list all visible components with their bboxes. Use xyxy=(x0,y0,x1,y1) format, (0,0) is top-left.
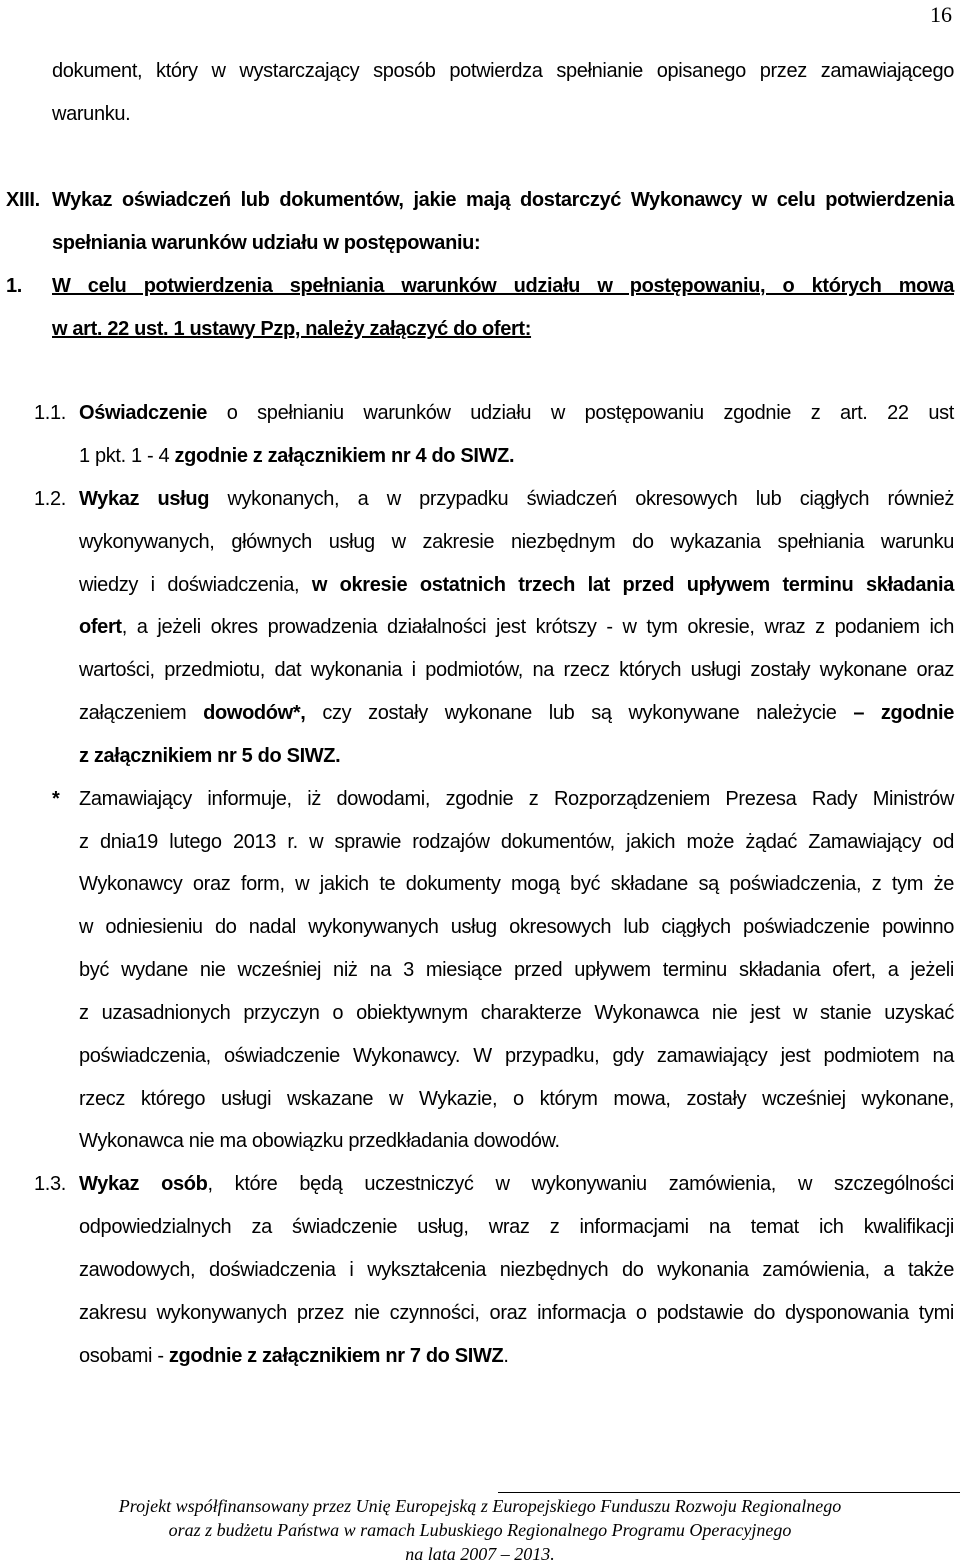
footer-line: oraz z budżetu Państwa w ramach Lubuskiego Regionalnego Programu Operacyjnego xyxy=(168,1520,792,1540)
footnote-star: * xyxy=(52,788,60,810)
footnote-line: poświadczenia, oświadczenie Wykonawcy. W przypadku, gdy zamawiający jest podmiotem na xyxy=(79,1045,954,1067)
intro-line: warunku. xyxy=(52,103,131,125)
footnote-line: z dnia19 lutego 2013 r. w sprawie rodzajów dokumentów, jakich może żądać Zamawiający od xyxy=(79,831,954,853)
paragraph-line: ofert, a jeżeli okres prowadzenia działalności jest krótszy - w tym okresie, wraz z podaniem ich xyxy=(79,616,954,638)
page-footer xyxy=(0,1494,960,1566)
footnote-line: być wydane nie wcześniej niż na 3 miesiące przed upływem terminu składania ofert, a jeżeli xyxy=(79,959,954,981)
paragraph-line: załączeniem dowodów*, czy zostały wykonane lub są wykonywane należycie – zgodnie xyxy=(79,702,954,724)
footnote-line: w odniesieniu do nadal wykonywanych usług okresowych lub ciągłych poświadczenie powinno xyxy=(79,916,954,938)
paragraph-line: wiedzy i doświadczenia, w okresie ostatnich trzech lat przed upływem terminu składania xyxy=(79,574,954,596)
paragraph-line: odpowiedzialnych za świadczenie usług, wraz z informacjami na temat ich kwalifikacji xyxy=(79,1216,954,1238)
footer-divider xyxy=(498,1492,960,1493)
item-number: 1.1. xyxy=(34,402,66,424)
footer-line: na lata 2007 – 2013. xyxy=(405,1544,555,1564)
paragraph-line: wykonywanych, głównych usług w zakresie niezbędnym do wykazania spełniania warunku xyxy=(79,531,954,553)
section-title: Wykaz oświadczeń lub dokumentów, jakie mają dostarczyć Wykonawcy w celu potwierdzenia xyxy=(52,189,954,211)
footnote-line: Zamawiający informuje, iż dowodami, zgodnie z Rozporządzeniem Prezesa Rady Ministrów xyxy=(79,788,954,810)
footer-line: Projekt współfinansowany przez Unię Europejską z Europejskiego Funduszu Rozwoju Regionalnego xyxy=(118,1496,842,1516)
paragraph-line: zakresu wykonywanych przez nie czynności, oraz informacja o podstawie do dysponowania tymi xyxy=(79,1302,954,1324)
section-number: XIII. xyxy=(6,189,40,211)
item-number: 1.2. xyxy=(34,488,66,510)
section-title: spełniania warunków udziału w postępowaniu: xyxy=(52,232,481,254)
paragraph-line: 1 pkt. 1 - 4 zgodnie z załącznikiem nr 4 do SIWZ. xyxy=(79,445,515,467)
paragraph-line: Oświadczenie o spełnianiu warunków udziału w postępowaniu zgodnie z art. 22 ust xyxy=(79,402,954,424)
page-number: 16 xyxy=(930,2,952,27)
item-heading: W celu potwierdzenia spełniania warunków udziału w postępowaniu, o których mowa xyxy=(52,275,954,297)
item-heading: w art. 22 ust. 1 ustawy Pzp, należy załączyć do ofert: xyxy=(52,318,532,340)
intro-line: dokument, który w wystarczający sposób potwierdza spełnianie opisanego przez zamawiającego xyxy=(52,60,954,82)
footnote-line: z uzasadnionych przyczyn o obiektywnym charakterze Wykonawca nie jest w stanie uzyskać xyxy=(79,1002,954,1024)
paragraph-line: Wykaz osób, które będą uczestniczyć w wykonywaniu zamówienia, w szczególności xyxy=(79,1173,954,1195)
item-number: 1.3. xyxy=(34,1173,66,1195)
paragraph-line: zawodowych, doświadczenia i wykształcenia niezbędnych do wykonania zamówienia, a także xyxy=(79,1259,954,1281)
item-number: 1. xyxy=(6,275,22,297)
paragraph-line: Wykaz usług wykonanych, a w przypadku świadczeń okresowych lub ciągłych również xyxy=(79,488,954,510)
paragraph-line: wartości, przedmiotu, dat wykonania i podmiotów, na rzecz których usługi zostały wykonane oraz xyxy=(79,659,954,681)
paragraph-line: osobami - zgodnie z załącznikiem nr 7 do SIWZ. xyxy=(79,1345,509,1367)
footnote-line: Wykonawca nie ma obowiązku przedkładania dowodów. xyxy=(79,1130,560,1152)
footnote-line: Wykonawcy oraz form, w jakich te dokumenty mogą być składane są poświadczenia, z tym że xyxy=(79,873,954,895)
paragraph-line: z załącznikiem nr 5 do SIWZ. xyxy=(79,745,341,767)
footnote-line: rzecz którego usługi wskazane w Wykazie, o którym mowa, zostały wcześniej wykonane, xyxy=(79,1088,954,1110)
